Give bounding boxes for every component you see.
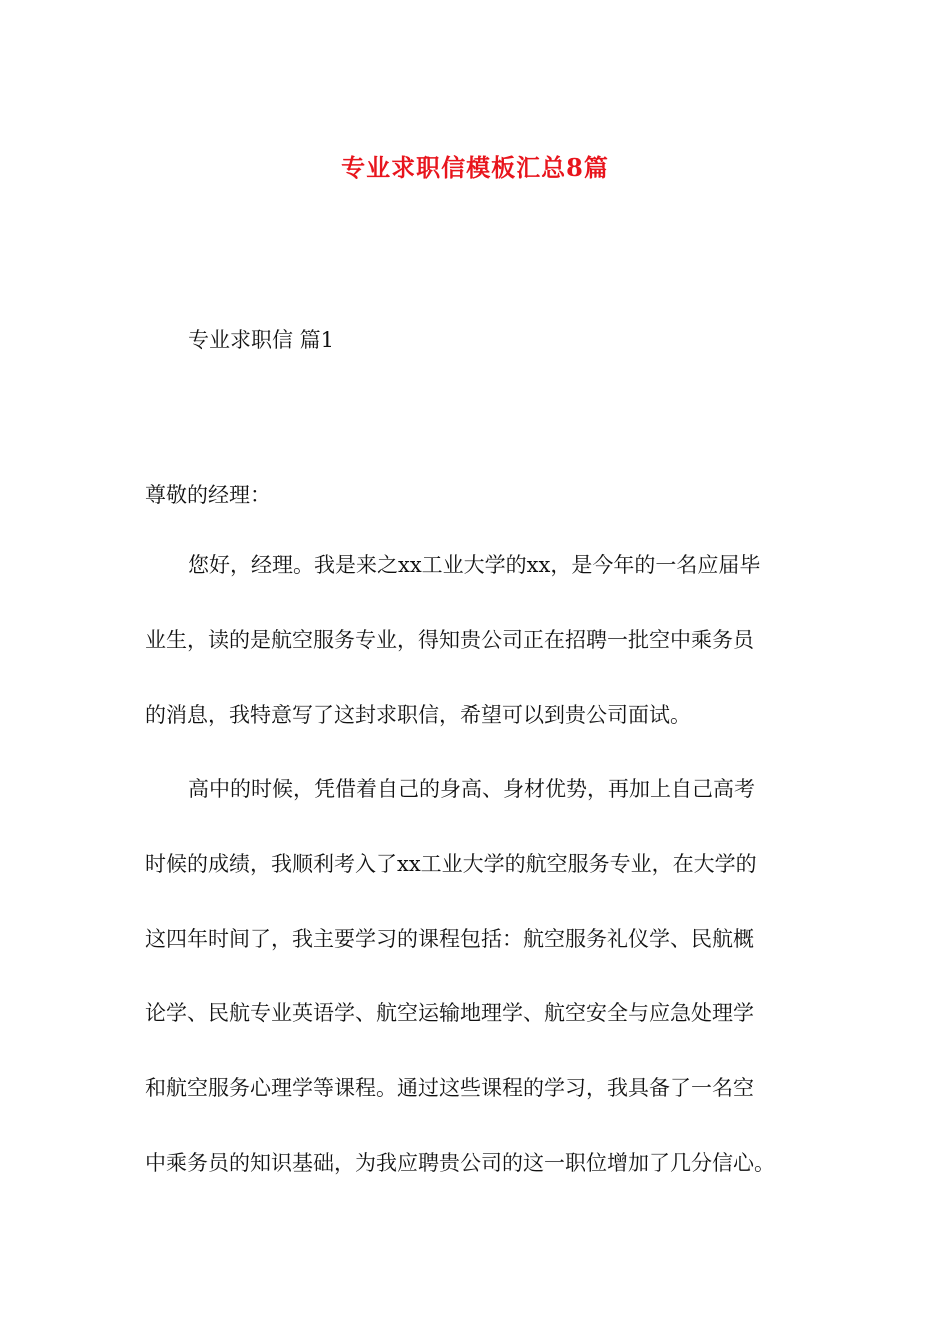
document-title: 专业求职信模板汇总8篇 [341,153,609,183]
paragraph-2-line-1: 高中的时候，凭借着自己的身高、身材优势，再加上自己高考 [188,777,755,801]
paragraph-2-line-2: 时候的成绩，我顺利考入了xx工业大学的航空服务专业，在大学的 [145,852,757,876]
paragraph-2-line-5: 和航空服务心理学等课程。通过这些课程的学习，我具备了一名空 [145,1076,754,1100]
paragraph-2-line-3: 这四年时间了，我主要学习的课程包括：航空服务礼仪学、民航概 [145,927,754,951]
paragraph-1-line-3: 的消息，我特意写了这封求职信，希望可以到贵公司面试。 [145,703,691,727]
paragraph-2-line-4: 论学、民航专业英语学、航空运输地理学、航空安全与应急处理学 [145,1001,754,1025]
paragraph-1-line-2: 业生，读的是航空服务专业，得知贵公司正在招聘一批空中乘务员 [145,628,754,652]
salutation: 尊敬的经理： [145,483,271,507]
section-heading: 专业求职信 篇1 [188,328,335,352]
paragraph-1-line-1: 您好，经理。我是来之xx工业大学的xx，是今年的一名应届毕 [188,553,761,577]
paragraph-2-line-6: 中乘务员的知识基础，为我应聘贵公司的这一职位增加了几分信心。 [145,1151,775,1175]
